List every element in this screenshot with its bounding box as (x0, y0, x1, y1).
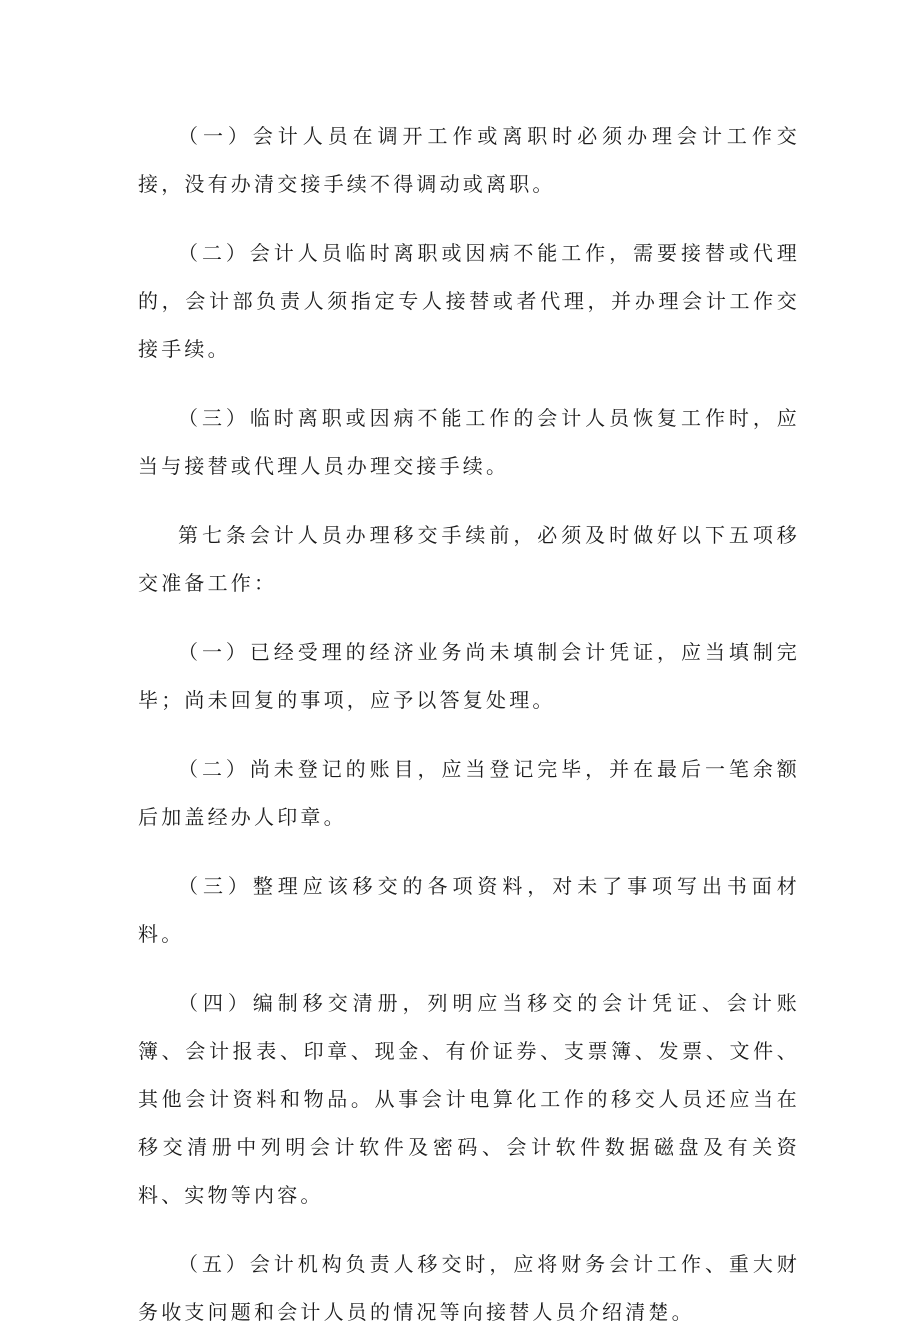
paragraph-8: （四）编制移交清册，列明应当移交的会计凭证、会计账簿、会计报表、印章、现金、有价证券、支票簿、发票、文件、其他会计资料和物品。从事会计电算化工作的移交人员还应当在移交清册中列明会计软件及密码、会计软件数据磁盘及有关资料、实物等内容。 (138, 991, 800, 1207)
paragraph-2: （二）会计人员临时离职或因病不能工作，需要接替或代理的，会计部负责人须指定专人接替或者代理，并办理会计工作交接手续。 (138, 241, 800, 361)
paragraph-9: （五）会计机构负责人移交时，应将财务会计工作、重大财务收支问题和会计人员的情况等向接替人员介绍清楚。 (138, 1252, 800, 1324)
paragraph-5: （一）已经受理的经济业务尚未填制会计凭证，应当填制完毕；尚未回复的事项，应予以答复处理。 (138, 640, 800, 712)
paragraph-1: （一）会计人员在调开工作或离职时必须办理会计工作交接，没有办清交接手续不得调动或离职。 (138, 124, 800, 196)
paragraph-7: （三）整理应该移交的各项资料，对未了事项写出书面材料。 (138, 874, 800, 946)
paragraph-3: （三）临时离职或因病不能工作的会计人员恢复工作时，应当与接替或代理人员办理交接手续。 (138, 406, 800, 478)
article-7-paragraph: 第七条会计人员办理移交手续前，必须及时做好以下五项移交准备工作： (138, 523, 800, 595)
paragraph-6: （二）尚未登记的账目，应当登记完毕，并在最后一笔余额后加盖经办人印章。 (138, 757, 800, 829)
